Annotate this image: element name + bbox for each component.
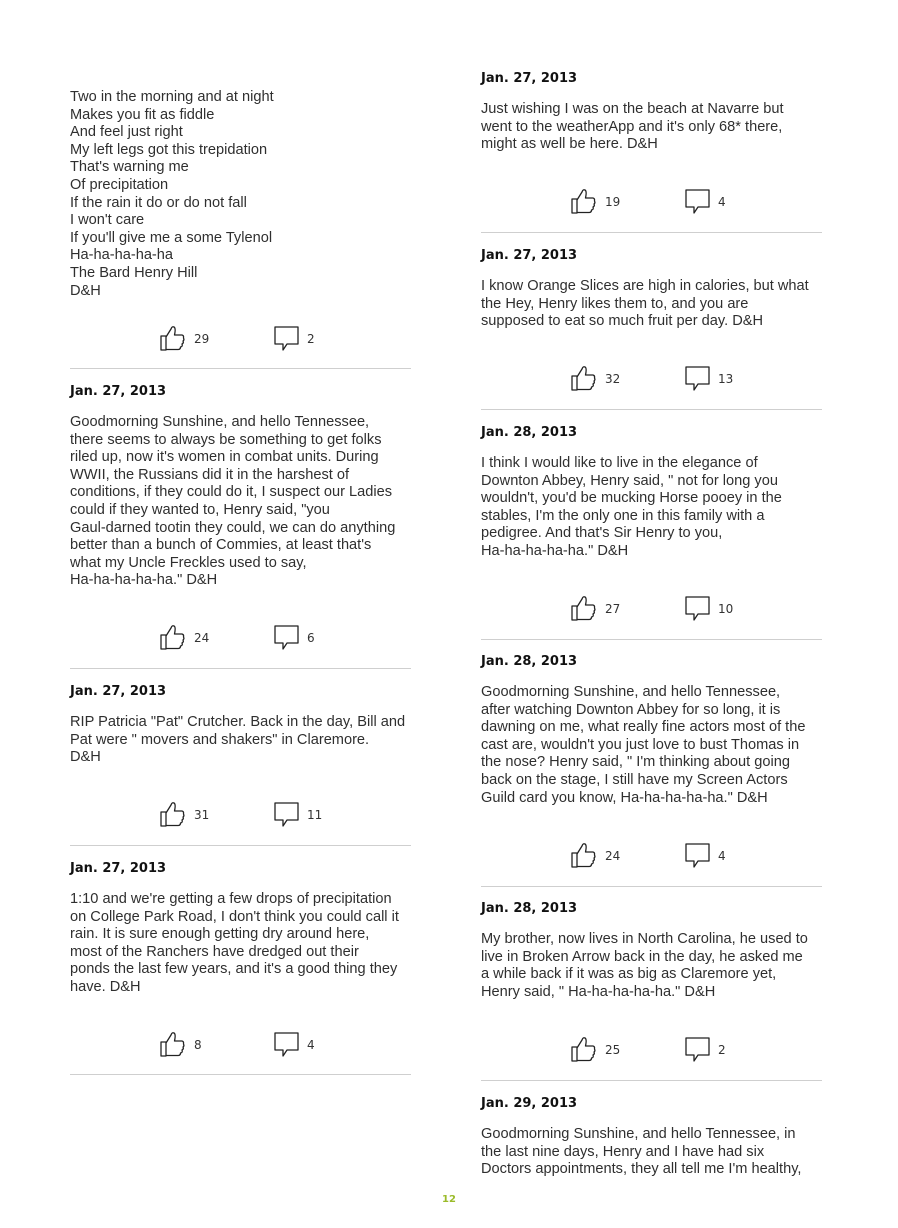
like-thumb-icon[interactable] — [569, 364, 597, 392]
comment-bubble-icon[interactable] — [684, 841, 712, 869]
comment-count: 4 — [718, 195, 726, 209]
post-date: Jan. 27, 2013 — [481, 248, 578, 263]
like-thumb-icon[interactable] — [569, 594, 597, 622]
like-count: 19 — [605, 195, 621, 209]
comment-count: 10 — [718, 602, 734, 616]
post-date: Jan. 29, 2013 — [481, 1096, 578, 1111]
post-date: Jan. 27, 2013 — [481, 71, 578, 86]
like-count: 25 — [605, 1043, 621, 1057]
post-date: Jan. 27, 2013 — [70, 861, 167, 876]
comment-bubble-icon[interactable] — [684, 1035, 712, 1063]
comment-bubble-icon[interactable] — [273, 1030, 301, 1058]
post-text: Goodmorning Sunshine, and hello Tennessee, after watching Downton Abbey for so long, it is dawning on me, what really fine actors most of the cast are, wouldn't you just love to bust Thomas in the nose? Henry said, " I'm thinking about going back on the stage, I still have my Screen Actors Guild card you know, Ha-ha-ha-ha-ha." D&H — [481, 684, 806, 806]
like-count: 31 — [194, 808, 210, 822]
comment-bubble-icon[interactable] — [273, 800, 301, 828]
post-divider — [481, 639, 822, 640]
post-text: Goodmorning Sunshine, and hello Tennessee, in the last nine days, Henry and I have had six Doctors appointments, they all tell me I'm healthy, — [481, 1126, 802, 1178]
like-thumb-icon[interactable] — [158, 800, 186, 828]
post-date: Jan. 28, 2013 — [481, 654, 578, 669]
post-text: 1:10 and we're getting a few drops of precipitation on College Park Road, I don't think you could call it rain. It is sure enough getting dry around here, most of the Ranchers have dredged out their ponds the last few years, and it's a good thing they have. D&H — [70, 891, 399, 995]
post-divider — [481, 1080, 822, 1081]
post-divider — [481, 232, 822, 233]
like-count: 29 — [194, 332, 210, 346]
comment-count: 4 — [718, 849, 726, 863]
like-thumb-icon[interactable] — [569, 841, 597, 869]
post-text: Just wishing I was on the beach at Navarre but went to the weatherApp and it's only 68* there, might as well be here. D&H — [481, 101, 784, 153]
comment-bubble-icon[interactable] — [273, 623, 301, 651]
post-text: Two in the morning and at night Makes you fit as fiddle And feel just right My left legs got this trepidation That's warning me Of precipitation If the rain it do or do not fall I won't care If you'll give me a some Tylenol Ha-ha-ha-ha-ha The Bard Henry Hill D&H — [70, 89, 274, 299]
like-thumb-icon[interactable] — [158, 324, 186, 352]
post-text: I know Orange Slices are high in calories, but what the Hey, Henry likes them to, and you are supposed to eat so much fruit per day. D&H — [481, 278, 809, 330]
comment-bubble-icon[interactable] — [684, 594, 712, 622]
like-count: 24 — [605, 849, 621, 863]
like-thumb-icon[interactable] — [158, 623, 186, 651]
post-divider — [70, 1074, 411, 1075]
post-text: Goodmorning Sunshine, and hello Tennessee, there seems to always be something to get folks riled up, now it's women in combat units. During WWII, the Russians did it in the harshest of conditions, if they could do it, I suspect our Ladies could if they wanted to, Henry said, "you Gaul-darned tootin they could, we can do anything better than a bunch of Commies, at least that's what my Uncle Freckles used to say, Ha-ha-ha-ha-ha." D&H — [70, 414, 396, 589]
comment-count: 13 — [718, 372, 734, 386]
comment-bubble-icon[interactable] — [684, 364, 712, 392]
like-count: 32 — [605, 372, 621, 386]
post-divider — [70, 845, 411, 846]
post-divider — [481, 409, 822, 410]
post-text: RIP Patricia "Pat" Crutcher. Back in the day, Bill and Pat were " movers and shakers" in Claremore. D&H — [70, 714, 406, 766]
page-number: 12 — [442, 1194, 456, 1205]
post-divider — [70, 368, 411, 369]
comment-count: 6 — [307, 631, 315, 645]
comment-count: 2 — [307, 332, 315, 346]
like-thumb-icon[interactable] — [158, 1030, 186, 1058]
like-count: 27 — [605, 602, 621, 616]
post-text: I think I would like to live in the elegance of Downton Abbey, Henry said, " not for long you wouldn't, you'd be mucking Horse pooey in the stables, I'm the only one in this family with a pedigree. And that's Sir Henry to you, Ha-ha-ha-ha-ha." D&H — [481, 455, 782, 559]
like-count: 8 — [194, 1038, 202, 1052]
post-date: Jan. 28, 2013 — [481, 901, 578, 916]
like-thumb-icon[interactable] — [569, 187, 597, 215]
post-date: Jan. 27, 2013 — [70, 384, 167, 399]
comment-count: 4 — [307, 1038, 315, 1052]
post-divider — [481, 886, 822, 887]
post-divider — [70, 668, 411, 669]
post-text: My brother, now lives in North Carolina, he used to live in Broken Arrow back in the day, he asked me a while back if it was as big as Claremore yet, Henry said, " Ha-ha-ha-ha-ha." D&H — [481, 931, 808, 1000]
like-count: 24 — [194, 631, 210, 645]
post-date: Jan. 28, 2013 — [481, 425, 578, 440]
like-thumb-icon[interactable] — [569, 1035, 597, 1063]
post-date: Jan. 27, 2013 — [70, 684, 167, 699]
comment-bubble-icon[interactable] — [273, 324, 301, 352]
comment-bubble-icon[interactable] — [684, 187, 712, 215]
comment-count: 11 — [307, 808, 323, 822]
comment-count: 2 — [718, 1043, 726, 1057]
